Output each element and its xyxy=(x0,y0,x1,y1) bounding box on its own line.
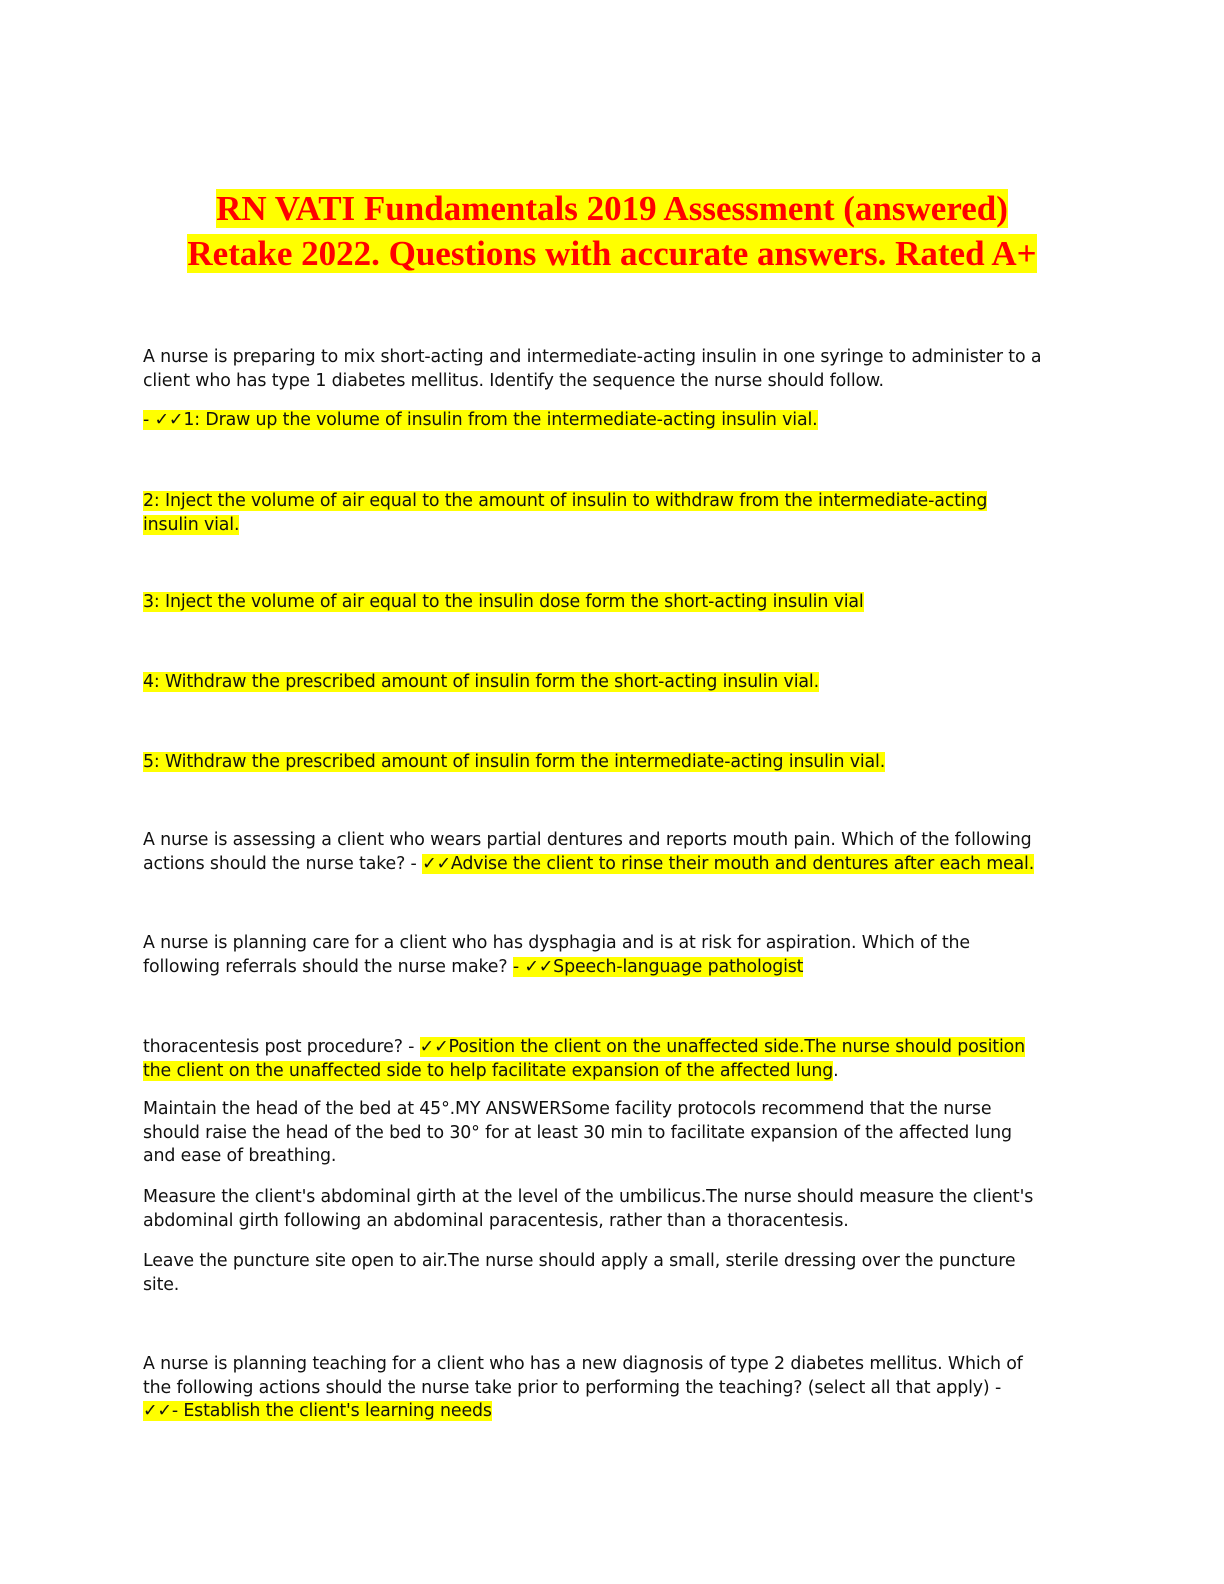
highlighted-answer: ✓✓- Establish the client's learning needs xyxy=(143,1401,492,1421)
rationale-paragraph-3 xyxy=(143,1250,1083,1297)
answer-step-2 xyxy=(143,490,1083,537)
highlighted-answer: insulin vial. xyxy=(143,514,240,535)
rationale-paragraph-1 xyxy=(143,1098,1083,1169)
question-text: actions should the nurse take? - xyxy=(143,853,423,874)
rationale-text: abdominal girth following an abdominal paracentesis, rather than a thoracentesis. xyxy=(143,1210,849,1231)
answer-step-1 xyxy=(143,409,1083,433)
question-text: A nurse is planning teaching for a client who has a new diagnosis of type 2 diabetes mellitus. Which of xyxy=(143,1354,1023,1374)
highlighted-answer: - ✓✓Speech-language pathologist xyxy=(512,956,804,977)
question-text: A nurse is planning care for a client who has dysphagia and is at risk for aspiration. Which of the xyxy=(143,933,970,953)
rationale-text: should raise the head of the bed to 30° for at least 30 min to facilitate expansion of the affected lung xyxy=(143,1122,1012,1143)
question-text: following referrals should the nurse make? xyxy=(143,956,513,977)
answer-step-3 xyxy=(143,591,1083,615)
highlighted-answer: - ✓✓1: Draw up the volume of insulin from the intermediate-acting insulin vial. xyxy=(143,410,818,430)
question-text: thoracentesis post procedure? - xyxy=(143,1037,420,1057)
question-1 xyxy=(143,346,1083,393)
answer-step-4 xyxy=(143,671,1083,695)
title-line-1: RN VATI Fundamentals 2019 Assessment (answered) xyxy=(216,189,1008,228)
highlighted-answer: ✓✓Advise the client to rinse their mouth and dentures after each meal. xyxy=(422,853,1035,874)
document-title xyxy=(0,186,1224,276)
question-4 xyxy=(143,1036,1083,1083)
question-text: client who has type 1 diabetes mellitus. Identify the sequence the nurse should follow. xyxy=(143,370,884,391)
highlighted-answer: 3: Inject the volume of air equal to the insulin dose form the short-acting insulin vial xyxy=(143,592,864,612)
rationale-text: Leave the puncture site open to air.The nurse should apply a small, sterile dressing over the puncture xyxy=(143,1251,1016,1271)
highlighted-answer: the client on the unaffected side to help facilitate expansion of the affected lung xyxy=(143,1060,834,1081)
question-5 xyxy=(143,1353,1083,1424)
question-2 xyxy=(143,829,1083,876)
question-text: A nurse is preparing to mix short-acting and intermediate-acting insulin in one syringe to administer to a xyxy=(143,347,1042,367)
question-text: A nurse is assessing a client who wears partial dentures and reports mouth pain. Which of the following xyxy=(143,830,1032,850)
rationale-text: site. xyxy=(143,1274,180,1295)
rationale-text: Measure the client's abdominal girth at the level of the umbilicus.The nurse should measure the client's xyxy=(143,1187,1034,1207)
highlighted-answer: 2: Inject the volume of air equal to the amount of insulin to withdraw from the intermediate-acting xyxy=(143,491,988,511)
highlighted-answer: ✓✓Position the client on the unaffected side.The nurse should position xyxy=(419,1037,1025,1057)
answer-step-5 xyxy=(143,751,1083,775)
title-line-2: Retake 2022. Questions with accurate answers. Rated A+ xyxy=(187,234,1037,273)
rationale-text: Maintain the head of the bed at 45°.MY ANSWERSome facility protocols recommend that the nurse xyxy=(143,1099,992,1119)
highlighted-answer: 5: Withdraw the prescribed amount of insulin form the intermediate-acting insulin vial. xyxy=(143,752,886,772)
question-text: the following actions should the nurse take prior to performing the teaching? (select all that apply) - xyxy=(143,1377,1002,1398)
question-3 xyxy=(143,932,1083,979)
rationale-text: and ease of breathing. xyxy=(143,1146,337,1166)
rationale-paragraph-2 xyxy=(143,1186,1083,1233)
highlighted-answer: 4: Withdraw the prescribed amount of insulin form the short-acting insulin vial. xyxy=(143,672,819,692)
answer-period: . xyxy=(833,1060,839,1081)
